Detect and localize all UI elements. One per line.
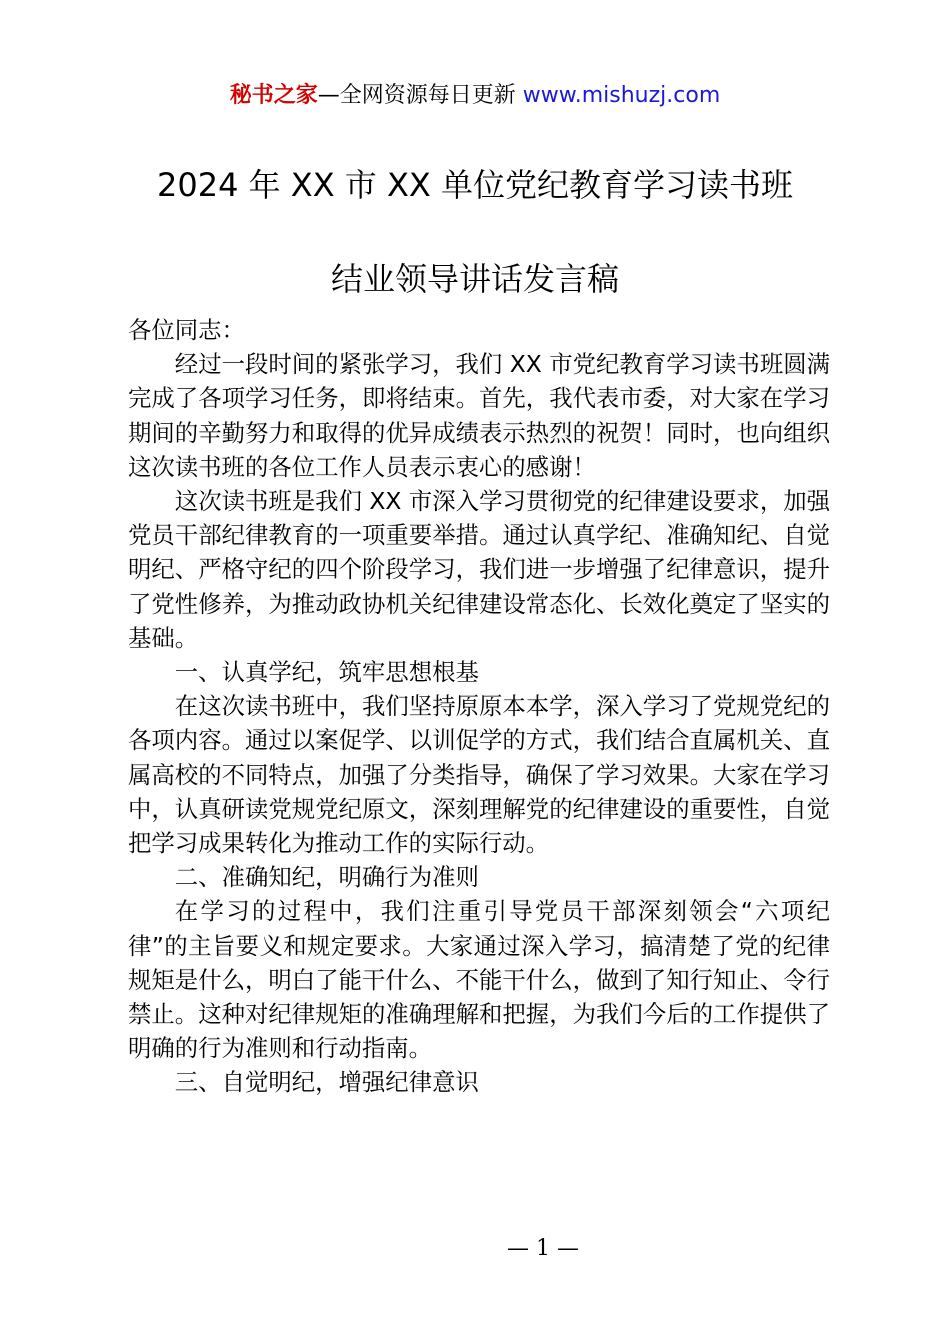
salutation: 各位同志： bbox=[128, 316, 245, 344]
section-heading: 一、认真学纪，筑牢思想根基 bbox=[174, 658, 479, 687]
site-header bbox=[0, 80, 950, 112]
page-number: — 1 — bbox=[507, 1236, 579, 1261]
paragraph: 经过一段时间的紧张学习，我们 XX 市党纪教育学习读书班圆满完成了各项学习任务，即将结束。首先，我代表市委，对大家在学习期间的辛勤努力和取得的优异成绩表示热烈的祝贺！同时，也向组织这次读书班的各位工作人员表示衷心的感谢！ bbox=[128, 350, 830, 481]
paragraph: 在学习的过程中，我们注重引导党员干部深刻领会“六项纪律”的主旨要义和规定要求。大家通过深入学习，搞清楚了党的纪律规矩是什么，明白了能干什么、不能干什么，做到了知行知止、令行禁止。这种对纪律规矩的准确理解和把握，为我们今后的工作提供了明确的行为准则和行动指南。 bbox=[128, 897, 830, 1063]
document-title-line-2: 结业领导讲话发言稿 bbox=[330, 260, 619, 298]
paragraph: 这次读书班是我们 XX 市深入学习贯彻党的纪律建设要求，加强党员干部纪律教育的一项重要举措。通过认真学纪、准确知纪、自觉明纪、严格守纪的四个阶段学习，我们进一步增强了纪律意识，提升了党性修养，为推动政协机关纪律建设常态化、长效化奠定了坚实的基础。 bbox=[128, 487, 830, 652]
document-title-line-1: 2024 年 XX 市 XX 单位党纪教育学习读书班 bbox=[157, 166, 793, 204]
site-slogan: —全网资源每日更新 bbox=[317, 83, 523, 108]
site-brand: 秘书之家 bbox=[229, 83, 318, 108]
site-url-link[interactable]: www.mishuzj.com bbox=[522, 83, 721, 108]
section-heading: 三、自觉明纪，增强纪律意识 bbox=[174, 1068, 479, 1097]
document-body bbox=[128, 313, 830, 1100]
section-heading: 二、准确知纪，明确行为准则 bbox=[174, 863, 479, 892]
paragraph: 在这次读书班中，我们坚持原原本本学，深入学习了党规党纪的各项内容。通过以案促学、以训促学的方式，我们结合直属机关、直属高校的不同特点，加强了分类指导，确保了学习效果。大家在学习中，认真研读党规党纪原文，深刻理解党的纪律建设的重要性，自觉把学习成果转化为推动工作的实际行动。 bbox=[128, 692, 830, 858]
